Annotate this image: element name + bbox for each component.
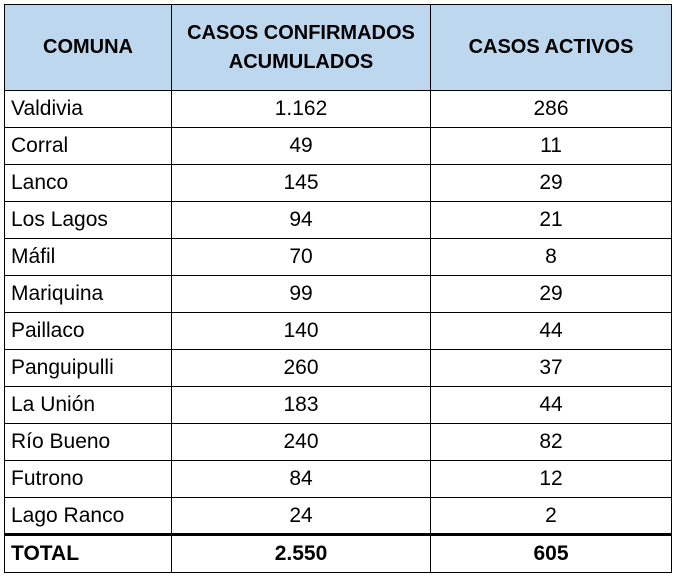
cell-comuna: Lago Ranco: [5, 498, 172, 535]
cell-comuna: Paillaco: [5, 313, 172, 350]
cell-comuna: Corral: [5, 128, 172, 165]
header-casos-activos: CASOS ACTIVOS: [431, 5, 672, 91]
cell-confirmados: 240: [172, 424, 431, 461]
cell-confirmados: 24: [172, 498, 431, 535]
table-row: [5, 91, 672, 128]
cell-activos: 37: [431, 350, 672, 387]
header-comuna: COMUNA: [5, 5, 172, 91]
cell-confirmados: 99: [172, 276, 431, 313]
cell-comuna: Panguipulli: [5, 350, 172, 387]
total-confirmados: 2.550: [172, 535, 431, 573]
cell-activos: 2: [431, 498, 672, 535]
cell-activos: 44: [431, 313, 672, 350]
table-row: [5, 202, 672, 239]
cell-confirmados: 260: [172, 350, 431, 387]
cell-comuna: Los Lagos: [5, 202, 172, 239]
header-row: [5, 5, 672, 91]
cell-confirmados: 49: [172, 128, 431, 165]
table-row: [5, 498, 672, 535]
table-row: [5, 387, 672, 424]
cell-confirmados: 140: [172, 313, 431, 350]
cell-activos: 29: [431, 165, 672, 202]
cell-comuna: La Unión: [5, 387, 172, 424]
table-row: [5, 276, 672, 313]
cases-table: [4, 4, 672, 573]
table-row: [5, 350, 672, 387]
table-row: [5, 239, 672, 276]
cell-confirmados: 94: [172, 202, 431, 239]
cell-comuna: Máfil: [5, 239, 172, 276]
table-row: [5, 424, 672, 461]
total-activos: 605: [431, 535, 672, 573]
table-row: [5, 165, 672, 202]
cell-activos: 11: [431, 128, 672, 165]
cell-comuna: Valdivia: [5, 91, 172, 128]
table-row: [5, 313, 672, 350]
cell-confirmados: 183: [172, 387, 431, 424]
cell-confirmados: 145: [172, 165, 431, 202]
cell-comuna: Mariquina: [5, 276, 172, 313]
cell-comuna: Lanco: [5, 165, 172, 202]
cell-comuna: Futrono: [5, 461, 172, 498]
cell-activos: 8: [431, 239, 672, 276]
cell-activos: 29: [431, 276, 672, 313]
cell-activos: 82: [431, 424, 672, 461]
cell-comuna: Río Bueno: [5, 424, 172, 461]
cell-confirmados: 1.162: [172, 91, 431, 128]
cell-confirmados: 70: [172, 239, 431, 276]
total-row: [5, 535, 672, 573]
cell-confirmados: 84: [172, 461, 431, 498]
cell-activos: 12: [431, 461, 672, 498]
cell-activos: 21: [431, 202, 672, 239]
table-row: [5, 461, 672, 498]
header-casos-confirmados: CASOS CONFIRMADOS ACUMULADOS: [172, 5, 431, 91]
cell-activos: 44: [431, 387, 672, 424]
total-label: TOTAL: [5, 535, 172, 573]
table-row: [5, 128, 672, 165]
cell-activos: 286: [431, 91, 672, 128]
